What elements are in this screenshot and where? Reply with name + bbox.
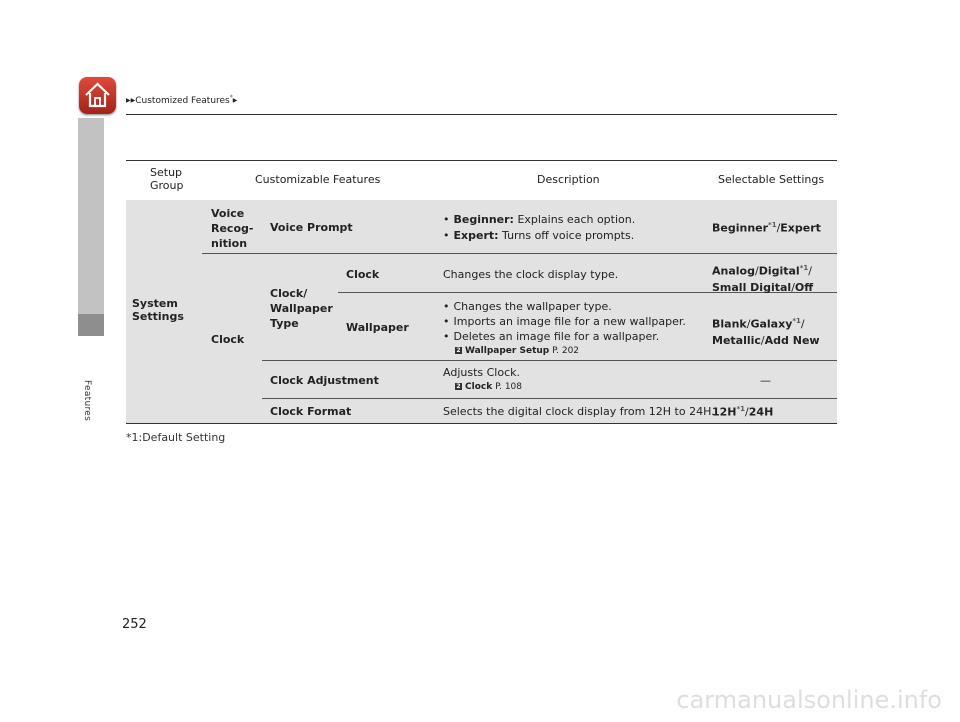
wp-set-default-mark: *1 <box>792 317 801 325</box>
breadcrumb-arrow-end: ▶ <box>232 97 238 104</box>
wp-desc-change: Changes the wallpaper type. <box>453 300 612 313</box>
clock-adj-desc-text: Adjusts Clock. <box>443 366 520 379</box>
watermark: carmanualsonline.info <box>676 686 942 714</box>
home-icon[interactable] <box>79 77 116 114</box>
wp-set-metallic: Metallic <box>712 333 761 347</box>
cwt-line1: Clock/ <box>270 287 308 300</box>
clock-settings-line2: Small Digital/Off <box>712 280 814 294</box>
page-number: 252 <box>122 617 147 632</box>
header-selectable: Selectable Settings <box>718 173 825 186</box>
wallpaper-description <box>443 299 686 359</box>
cf-set-24h: 24H <box>748 405 774 419</box>
clock-set-small-digital: Small Digital <box>712 280 792 294</box>
clock-adjustment-label: Clock Adjustment <box>270 374 379 387</box>
reference-arrow-icon: 2 <box>456 347 461 354</box>
wp-desc-import: Imports an image file for a new wallpaper. <box>453 315 686 328</box>
voice-recog-line1: Voice <box>211 207 245 220</box>
sidebar-tab-active <box>78 314 104 336</box>
wp-settings-line1: Blank/Galaxy$^{*1}$/ <box>712 317 805 331</box>
voice-recognition-label <box>211 206 253 251</box>
wp-desc-line1: • Changes the wallpaper type. <box>443 300 612 313</box>
header-setup-group <box>150 166 184 192</box>
system-settings-line2: Settings <box>132 310 184 323</box>
voice-prompt-settings <box>712 221 821 235</box>
breadcrumb-sup: * <box>229 94 233 101</box>
wallpaper-setup-link[interactable] <box>455 344 686 359</box>
header-customizable: Customizable Features <box>255 173 381 186</box>
breadcrumb-arrows: ▶▶ <box>126 97 136 104</box>
wp-desc-line3: • Deletes an image file for a wallpaper. <box>443 330 660 343</box>
cwt-line2: Wallpaper <box>270 302 333 315</box>
header-rule <box>126 114 837 115</box>
footnote: *1:Default Setting <box>126 431 226 444</box>
clock-settings <box>712 260 813 296</box>
vp-setting-default-mark: *1 <box>768 221 777 229</box>
clock-adjustment-description <box>443 366 522 394</box>
vp-beginner-term: Beginner: <box>453 213 514 226</box>
wp-desc-line2: • Imports an image file for a new wallpaper. <box>443 315 686 328</box>
clock-description: Changes the clock display type. <box>443 268 619 281</box>
vp-desc-beginner: • Beginner: Explains each option. <box>443 213 636 226</box>
wp-set-add-new: Add New <box>764 333 820 347</box>
vp-expert-term: Expert: <box>453 229 499 242</box>
system-settings-line1: System <box>132 297 178 310</box>
clock-format-label: Clock Format <box>270 405 352 418</box>
row-sep-voice <box>202 253 837 254</box>
cf-set-12h: 12H <box>712 405 737 419</box>
clock-ref-link[interactable] <box>455 380 522 394</box>
wallpaper-label: Wallpaper <box>346 321 409 334</box>
header-setup-line2: Group <box>150 179 184 192</box>
clock-settings-line1: Analog/Digital$^{*1}$/ <box>712 264 812 278</box>
house-glyph-icon <box>83 81 112 110</box>
clock-group-label: Clock <box>211 333 245 346</box>
cf-set-default-mark: *1 <box>736 405 746 413</box>
clock-format-description: Selects the digital clock display from 12H to 24H. <box>443 405 715 418</box>
vp-beginner-text: Explains each option. <box>517 213 636 226</box>
clock-set-default-mark: *1 <box>799 264 809 272</box>
table-bottom-rule <box>126 423 837 424</box>
voice-prompt-description <box>443 212 635 244</box>
vp-desc-expert: • Expert: Turns off voice prompts. <box>443 229 635 242</box>
sidebar-label: Features <box>82 380 92 422</box>
clock-format-settings: $12H^{*1}/24H$ <box>712 405 774 419</box>
wp-set-blank: Blank <box>712 317 747 331</box>
breadcrumb-text[interactable]: Customized Features <box>135 96 230 106</box>
vp-setting-sep: / <box>776 221 781 235</box>
clock-set-analog: Analog <box>712 264 755 278</box>
sidebar-tab[interactable] <box>78 118 104 336</box>
clock-adjustment-setting: — <box>760 374 771 387</box>
voice-recog-line2: Recog- <box>211 222 254 235</box>
wp-set-galaxy: Galaxy <box>750 317 793 331</box>
wallpaper-settings <box>712 313 820 349</box>
voice-prompt-label: Voice Prompt <box>270 221 353 234</box>
clock-set-off: Off <box>794 280 814 294</box>
vp-expert-text: Turns off voice prompts. <box>502 229 635 242</box>
system-settings-label <box>132 297 184 323</box>
wp-settings-line2: Metallic/Add New <box>712 333 820 347</box>
clock-label: Clock <box>346 268 380 281</box>
vp-setting-expert: Expert <box>780 221 821 235</box>
row-sep-adjust <box>262 398 837 399</box>
wp-desc-delete: Deletes an image file for a wallpaper. <box>453 330 660 343</box>
row-sep-wallpaper <box>262 360 837 361</box>
wp-ref-title[interactable]: Wallpaper Setup <box>465 346 550 356</box>
breadcrumb[interactable] <box>126 94 237 106</box>
clock-wallpaper-type-label <box>270 286 333 331</box>
cwt-line3: Type <box>270 317 299 330</box>
sidebar-tab-upper <box>78 118 104 314</box>
wp-ref-page: P. 202 <box>552 346 580 356</box>
voice-recog-line3: nition <box>211 237 248 250</box>
clock-ref-page: P. 108 <box>495 382 523 392</box>
vp-setting-beginner: Beginner <box>712 221 769 235</box>
header-setup-line1: Setup <box>150 166 183 179</box>
reference-arrow-icon: 2 <box>456 383 461 390</box>
clock-set-digital: Digital <box>758 264 800 278</box>
clock-ref-title[interactable]: Clock <box>465 382 493 392</box>
header-description: Description <box>537 173 600 186</box>
